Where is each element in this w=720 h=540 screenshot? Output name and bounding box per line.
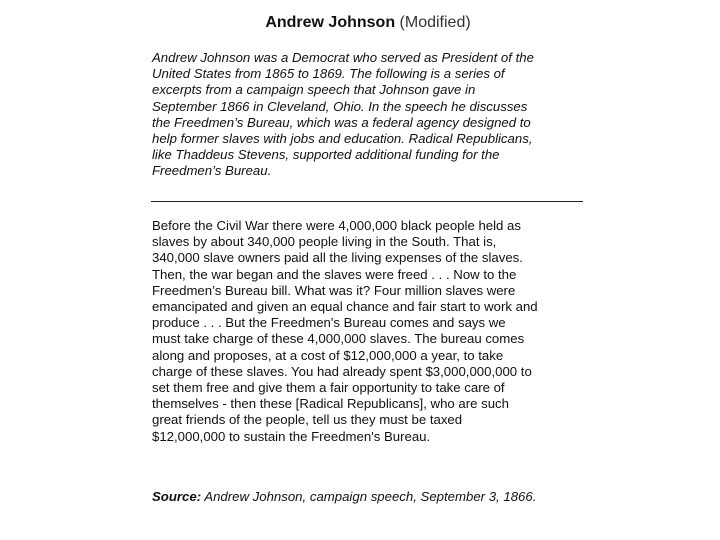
excerpt-line: Then, the war began and the slaves were freed . . . Now to the xyxy=(152,266,517,282)
excerpt-line: set them free and give them a fair opportunity to take care of xyxy=(152,380,505,396)
excerpt-line: charge of these slaves. You had already spent $3,000,000,000 to xyxy=(152,363,532,379)
document-title xyxy=(150,13,586,33)
source-label: Source: xyxy=(152,489,202,504)
excerpt-line: produce . . . But the Freedmen's Bureau comes and says we xyxy=(152,315,506,331)
excerpt-line: $12,000,000 to sustain the Freedmen's Bureau. xyxy=(152,428,431,444)
excerpt-line: slaves by about 340,000 people living in the South. That is, xyxy=(152,234,497,250)
title-name: Andrew Johnson xyxy=(265,14,396,31)
intro-line: Freedmen’s Bureau. xyxy=(152,163,272,179)
intro-line: the Freedmen’s Bureau, which was a federal agency designed to xyxy=(152,114,531,130)
excerpt-line: 340,000 slave owners paid all the living expenses of the slaves. xyxy=(152,250,523,266)
section-divider xyxy=(151,201,583,202)
excerpt-line: Before the Civil War there were 4,000,000 black people held as xyxy=(152,218,521,233)
excerpt-line: must take charge of these 4,000,000 slaves. The bureau comes xyxy=(152,331,525,347)
intro-line: like Thaddeus Stevens, supported additional funding for the xyxy=(152,147,500,163)
intro-line: excerpts from a campaign speech that Johnson gave in xyxy=(152,82,476,98)
title-modifier: (Modified) xyxy=(399,14,471,31)
source-text: Andrew Johnson, campaign speech, September 3, 1866. xyxy=(201,489,537,504)
excerpt-line: themselves - then these [Radical Republicans], who are such xyxy=(152,396,509,412)
excerpt-line: emancipated and given an equal chance and fair start to work and xyxy=(152,299,538,315)
intro-line: help former slaves with jobs and education. Radical Republicans, xyxy=(152,131,533,147)
intro-line: September 1866 in Cleveland, Ohio. In the speech he discusses xyxy=(152,98,528,114)
intro-line: Andrew Johnson was a Democrat who served as President of the xyxy=(152,50,534,65)
excerpt-line: Freedmen’s Bureau bill. What was it? Four million slaves were xyxy=(152,282,516,298)
excerpt-line: great friends of the people, tell us they must be taxed xyxy=(152,412,463,428)
speech-excerpt xyxy=(152,218,590,445)
excerpt-line: along and proposes, at a cost of $12,000,000 a year, to take xyxy=(152,347,504,363)
intro-paragraph xyxy=(152,50,590,180)
intro-line: United States from 1865 to 1869. The following is a series of xyxy=(152,66,505,82)
source-citation xyxy=(152,489,590,505)
